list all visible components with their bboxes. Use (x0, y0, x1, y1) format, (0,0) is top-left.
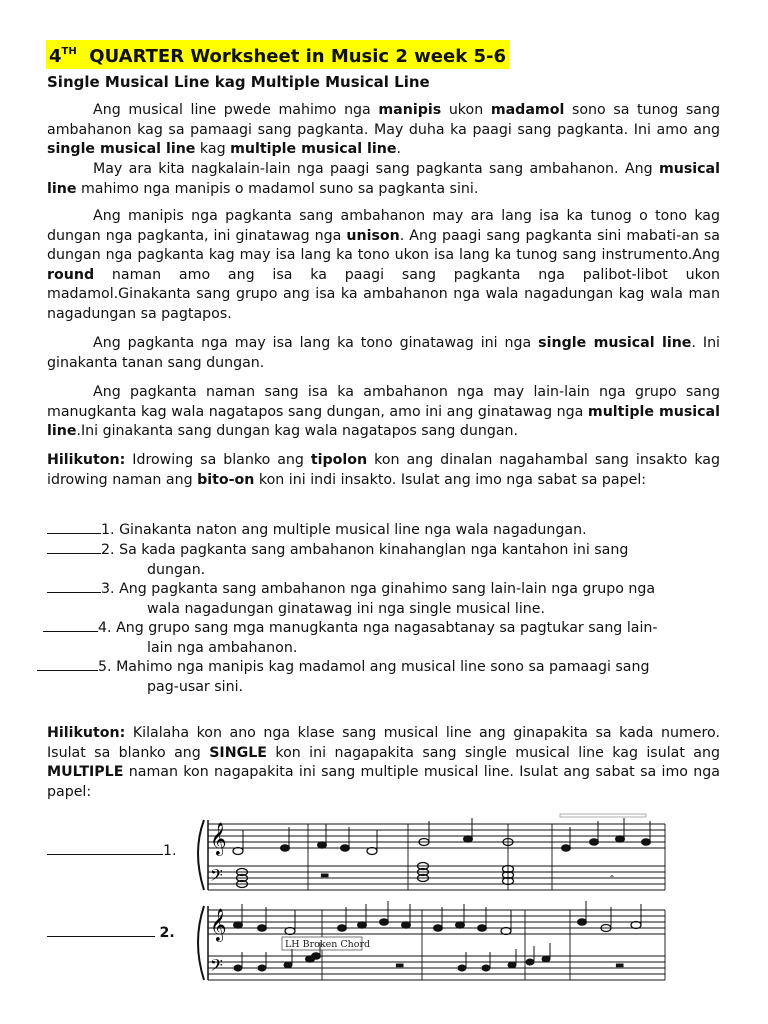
treble-clef-icon: 𝄞 (210, 822, 227, 855)
answer-blank[interactable] (47, 922, 155, 937)
answer-blank[interactable] (37, 656, 98, 671)
score-1-answer: 1. (47, 840, 177, 862)
svg-text:▬: ▬ (320, 870, 330, 881)
activity1-instructions: Hilikuton: Idrowing sa blanko ang tipolon kon ang dinalan nagahambal sang insakto kag idrowing naman ang bito-on kon ini indi insakto. Isulat ang imo nga sabat sa papel: (47, 452, 720, 488)
answer-blank[interactable] (47, 578, 101, 593)
activity1-item-4: 4. Ang grupo sang mga manugkanta nga nagasabtanay sa pagtukar sang lain- lain nga ambahanon. (43, 617, 727, 658)
svg-text:LH Broken Chord: LH Broken Chord (285, 939, 371, 950)
activity1-item-5: 5. Mahimo nga manipis kag madamol ang musical line sono sa pamaagi sang pag-usar sini. (37, 656, 727, 697)
music-score-1 (190, 812, 670, 896)
activity1-item-1: 1. Ginakanta naton ang multiple musical line nga wala nagadungan. (47, 519, 727, 541)
subtitle: Single Musical Line kag Multiple Musical Line (47, 73, 430, 91)
svg-text:▬: ▬ (615, 960, 625, 971)
answer-blank[interactable] (47, 519, 101, 534)
svg-text:𝄼: 𝄼 (610, 872, 614, 883)
answer-blank[interactable] (43, 617, 98, 632)
activity1-item-2: 2. Sa kada pagkanta sang ambahanon kinahanglan nga kantahon ini sang dungan. (47, 539, 727, 580)
single-line-paragraph: Ang pagkanta nga may isa lang ka tono ginatawag ini nga single musical line. Ini ginakanta tanan sang dungan. (47, 335, 720, 371)
intro-paragraph-2: May ara kita nagkalain-lain nga paagi sang pagkanta sang ambahanon. Ang musical line mahimo nga manipis o madamol suno sa pagkanta sini. (47, 161, 720, 197)
multiple-line-paragraph: Ang pagkanta naman sang isa ka ambahanon nga may lain-lain nga grupo sang manugkanta kag wala nagatapos sang dungan, amo ini ang ginatawag nga multiple musical line.Ini ginakanta sang dungan kag wala nagatapos sang dungan. (47, 384, 720, 439)
svg-text:▬: ▬ (395, 960, 405, 971)
answer-blank[interactable] (47, 840, 163, 855)
bass-clef-icon: 𝄢 (210, 955, 223, 979)
activity2-instructions: Hilikuton: Kilalaha kon ano nga klase sang musical line ang ginapakita sa kada numero. Isulat sa blanko ang SINGLE kon ini nagapakita sang single musical line kag isulat ang MULTIPLE naman kon nagapakita ini sang multiple musical line. Isulat ang sabat sa imo nga papel: (47, 725, 720, 800)
answer-blank[interactable] (47, 539, 101, 554)
treble-clef-icon: 𝄞 (210, 908, 227, 941)
score-2-answer: 2. (47, 922, 175, 944)
unison-paragraph: Ang manipis nga pagkanta sang ambahanon may ara lang isa ka tunog o tono kag dungan nga pagkanta, ini ginatawag nga unison. Ang paagi sang pagkanta sini mabati-an sa dungan nga pagkanta kag may isa lang ka tono ukon isa lang ka tunog sang instrumento.Ang round naman amo ang isa ka paagi sang pagkanta nga palibot-libot ukon madamol.Ginakanta sang grupo ang isa ka ambahanon nga wala nagadungan kag wala man nagadungan sa pagtapos. (47, 208, 720, 322)
intro-paragraph-1: Ang musical line pwede mahimo nga manipis ukon madamol sono sa tunog sang ambahanon kag sa pamaagi sang pagkanta. May duha ka paagi sang pagkanta. Ini amo ang single musical line kag multiple musical line. (47, 102, 720, 157)
activity1-item-3: 3. Ang pagkanta sang ambahanon nga ginahimo sang lain-lain nga grupo nga wala nagadungan ginatawag ini nga single musical line. (47, 578, 727, 619)
page-title: 4TH QUARTER Worksheet in Music 2 week 5-6 (46, 40, 509, 69)
music-score-2 (190, 900, 670, 984)
lh-broken-chord-label (282, 937, 370, 950)
bass-clef-icon: 𝄢 (210, 865, 223, 889)
